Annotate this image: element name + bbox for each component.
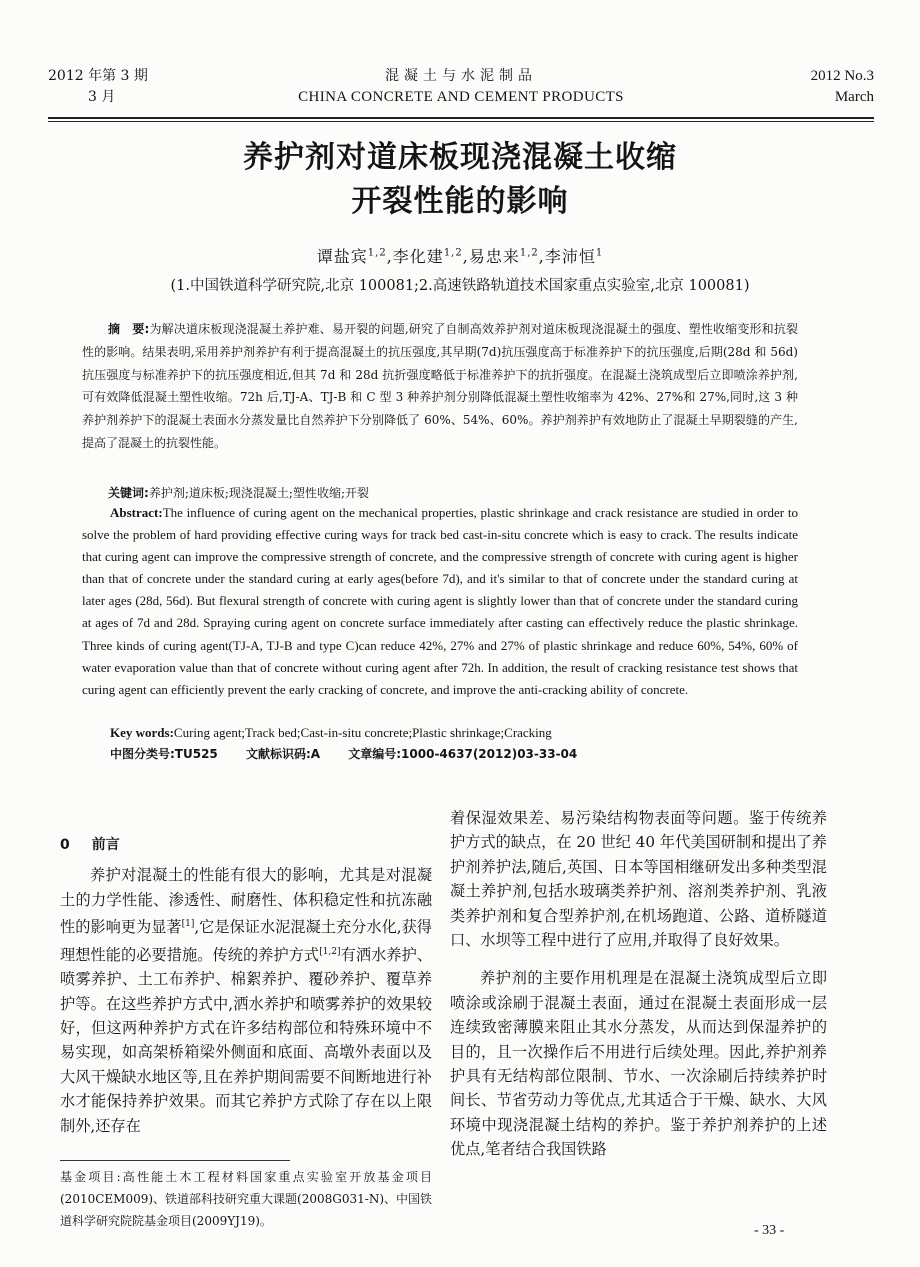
keywords-en (82, 722, 798, 745)
author: 李沛恒$^1$ (544, 247, 604, 266)
issue-en: 2012 No.3 (810, 68, 874, 84)
affiliations: (1.中国铁道科学研究院,北京 100081;2.高速铁路轨道技术国家重点实验室,北京 100081) (170, 278, 750, 294)
author: 易忠来$^{1,2}$ (468, 247, 539, 266)
title-line-1: 养护剂对道床板现浇混凝土收缩 (243, 140, 677, 175)
paragraph: 养护对混凝土的性能有很大的影响，尤其是对混凝土的力学性能、渗透性、耐磨性、体积稳定性和抗冻融性的影响更为显著[1],它是保证水泥混凝土充分水化,获得理想性能的必要措施。传统的养护方式[1,2]有洒水养护、喷雾养护、土工布养护、棉絮养护、覆砂养护、覆草养护等。在这些养护方式中,洒水养护和喷雾养护的效果较好，但这两种养护方式在许多结构部位和特殊环境中不易实现，如高架桥箱梁外侧面和底面、高墩外表面以及大风干燥缺水地区等,且在养护期间需要不间断地进行补水才能保持养护效果。而其它养护方式除了存在以上限制外,还存在 (60, 866, 433, 1135)
clc-number: 中图分类号:TU525 (110, 747, 218, 761)
issue-cn: 2012 年第 3 期 (48, 68, 148, 84)
paper-title (0, 136, 920, 224)
month-cn: 3 月 (88, 89, 116, 105)
author: 谭盐宾$^{1,2}$ (316, 247, 387, 266)
header-journal (48, 66, 874, 108)
abstract-cn-text: 为解决道床板现浇混凝土养护难、易开裂的问题,研究了自制高效养护剂对道床板现浇混凝土的强度、塑性收缩变形和抗裂性的影响。结果表明,采用养护剂养护有利于提高混凝土的抗压强度,其早期(7d)抗压强度高于标准养护下的抗压强度,后期(28d 和 56d)抗压强度与标准养护下的抗压强度相近,但其 7d 和 28d 抗折强度略低于标准养护下的抗折强度。在混凝土浇筑成型后立即喷涂养护剂,可有效降低混凝土塑性收缩。72h 后,TJ-A、TJ-B 和 C 型 3 种养护剂分别降低混凝土塑性收缩率为 42%、27%和 27%,同时,这 3 种养护剂养护下的混凝土表面水分蒸发量比自然养护下分别降低了 60%、54%、60%。养护剂养护有效地防止了混凝土早期裂缝的产生,提高了混凝土的抗裂性能。 (82, 322, 798, 450)
month-en: March (834, 89, 874, 105)
header-rule-thin (48, 121, 874, 122)
keywords-en-label: Key words: (110, 725, 174, 740)
funding-footnote: 基金项目:高性能土木工程材料国家重点实验室开放基金项目(2010CEM009)、铁道部科技研究重大课题(2008G031-N)、中国铁道科学研究院院基金项目(2009YJ19)。 (60, 1170, 432, 1228)
abstract-en-label: Abstract: (110, 505, 163, 520)
section-heading (60, 833, 432, 857)
author: 李化建$^{1,2}$ (392, 247, 463, 266)
section-number: 0 (60, 837, 70, 853)
keywords-en-text: Curing agent;Track bed;Cast-in-situ concrete;Plastic shrinkage;Cracking (173, 725, 552, 740)
journal-name-en: CHINA CONCRETE AND CEMENT PRODUCTS (298, 89, 624, 105)
keywords-cn-label: 关键词: (108, 486, 149, 500)
citation[interactable]: [1] (181, 919, 195, 930)
header-rule (48, 117, 874, 119)
footnote-rule (60, 1160, 290, 1161)
running-header (48, 66, 874, 114)
author-list: 谭盐宾$^{1,2}$,李化建$^{1,2}$,易忠来$^{1,2}$,李沛恒$^1$ (316, 247, 604, 266)
header-issue-en (811, 66, 874, 108)
journal-name-cn: 混凝土与水泥制品 (385, 68, 537, 84)
page-number: - 33 - (754, 1223, 785, 1238)
left-column (60, 833, 432, 1138)
paragraph: 养护剂的主要作用机理是在混凝土浇筑成型后立即喷涂或涂刷于混凝土表面，通过在混凝土表面形成一层连续致密薄膜来阻止其水分蒸发，从而达到保湿养护的目的，且一次操作后不用进行后续处理。因此,养护剂养护具有无结构部位限制、节水、一次涂刷后持续养护时间长、节省劳动力等优点,尤其适合于干燥、缺水、大风环境中现浇混凝土结构的养护。鉴于养护剂养护的上述优点,笔者结合我国铁路 (450, 969, 827, 1159)
section-title: 前言 (91, 837, 120, 853)
article-number: 文章编号:1000-4637(2012)03-33-04 (348, 747, 578, 761)
abstract-cn (82, 318, 798, 455)
document-code: 文献标识码:A (245, 747, 321, 761)
title-line-2: 开裂性能的影响 (351, 184, 569, 219)
abstract-cn-label: 摘 要: (108, 322, 150, 336)
paragraph: 着保湿效果差、易污染结构物表面等问题。鉴于传统养护方式的缺点，在 20 世纪 40 年代美国研制和提出了养护剂养护法,随后,英国、日本等国相继研发出多种类型混凝土养护剂,包括水玻璃类养护剂、溶剂类养护剂、乳液类养护剂和复合型养护剂,在机场跑道、公路、道桥隧道口、水坝等工程中进行了应用,并取得了良好效果。 (450, 809, 827, 950)
right-column (450, 806, 827, 1162)
classification-line (110, 745, 599, 762)
abstract-en-text: The influence of curing agent on the mechanical properties, plastic shrinkage and crack resistance are studied in order to solve the problem of hard providing effective curing ways for track bed cast-in-situ concrete which is easy to crack. The results indicate that curing agent can improve the compressive strength of concrete, and the compressive strength of concrete with curing agent is higher than that of concrete under the standard curing at early ages(before 7d), and it's similar to that of concrete under the standard curing at later ages (28d, 56d). But flexural strength of concrete with curing agent is slightly lower than that of concrete under the standard curing at ages of 7d and 28d. Spraying curing agent on concrete surface immediately after casting can effectively reduce the plastic shrinkage. Three kinds of curing agent(TJ-A, TJ-B and type C)can reduce 42%, 27% and 27% of plastic shrinkage and reduce 60%, 54%, 60% of water evaporation value than that of concrete without curing agent after 72h. In addition, the result of cracking resistance test shows that curing agent can efficiently prevent the early cracking of concrete, and improve the anti-cracking ability of concrete. (82, 505, 798, 697)
abstract-en (82, 502, 798, 701)
keywords-cn-text: 养护剂;道床板;现浇混凝土;塑性收缩;开裂 (148, 486, 369, 500)
citation[interactable]: [1,2] (319, 946, 341, 957)
